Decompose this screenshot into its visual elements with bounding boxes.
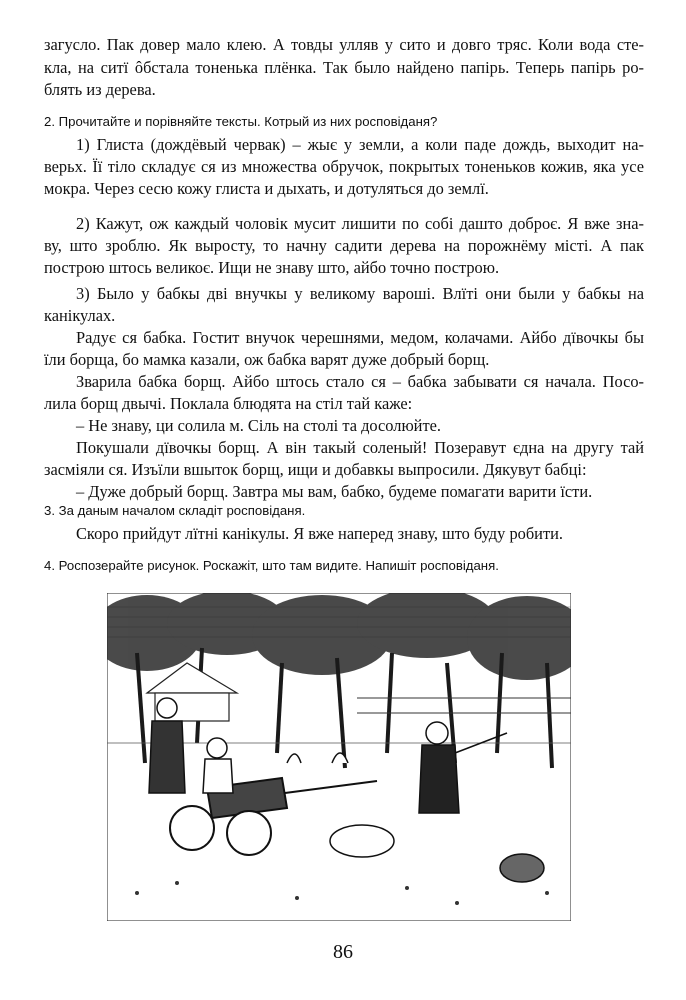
text2-line-2: ву, што зроблю. Як выросту, то начну садити дерева на порожнёму місті. А пак xyxy=(44,236,644,255)
text1-line-3: мокра. Через сесю кожу глиста и дыхать, и дотуляться до землї. xyxy=(44,179,489,198)
text3-line-3: Радує ся бабка. Гостит внучок черешнями, медом, колачами. Айбо дївочкы бы xyxy=(76,328,644,347)
text2-line-1: 2) Кажут, ож каждый чоловік мусит лишити по собі дашто доброє. Я вже зна- xyxy=(76,214,644,233)
intro-line-2: кла, на ситї ôбстала тоненька плёнка. Так было найдено папірь. Теперь папірь ро- xyxy=(44,58,644,77)
text1-line-2: верьх. Її тіло складує ся из множества обручок, покрытых тоненьков кожив, яка усе xyxy=(44,157,644,176)
text3-line-10: – Дуже добрый борщ. Завтра мы вам, бабко, будеме помагати варити їсти. xyxy=(76,482,593,501)
text3-line-9: засміяли ся. Изъїли вшыток борщ, ищи и добавкы выпросили. Дякувут бабці: xyxy=(44,460,587,479)
text3-line-5: Зварила бабка борщ. Айбо штось стало ся – бабка забывати ся начала. Посо- xyxy=(76,372,644,391)
text2-line-3: построю штось великоє. Ищи не знаву што, айбо точно построю. xyxy=(44,258,500,277)
task3-heading: 3. За даным началом складіт росповіданя. xyxy=(44,503,306,518)
text3-line-7: – Не знаву, ци солила м. Сіль на столі та досолюйте. xyxy=(76,416,441,435)
text3-line-1: 3) Было у бабкы дві внучкы у великому вароші. Влїті они были у бабкы на xyxy=(76,284,644,303)
task2-heading: 2. Прочитайте и порівняйте тексты. Котрый из них росповіданя? xyxy=(44,114,438,129)
text3-line-6: лила борщ двычі. Поклала блюдята на стіл тай каже: xyxy=(44,394,413,413)
task3-text: Скоро прийдут лїтні канікулы. Я вже наперед знаву, што буду робити. xyxy=(76,524,563,543)
text1-line-1: 1) Глиста (дождёвый червак) – жыє у земли, а коли паде дождь, выходит на- xyxy=(76,135,644,154)
text3-line-2: канікулах. xyxy=(44,306,116,325)
task4-heading: 4. Роспозерайте рисунок. Роскажіт, што там видите. Напишіт росповіданя. xyxy=(44,558,499,573)
text3-line-4: їли борща, бо мамка казали, ож бабка варят дуже добрый борщ. xyxy=(44,350,490,369)
page-number: 86 xyxy=(333,941,353,963)
intro-line-1: загусло. Пак довер мало клею. А товды улляв у сито и довго тряс. Коли вода сте- xyxy=(44,35,644,54)
intro-line-3: блять из дерева. xyxy=(44,80,156,99)
illustration-children-with-cart xyxy=(107,593,571,921)
text3-line-8: Покушали дївочкы борщ. А він такый соленый! Позеравут єдна на другу тай xyxy=(76,438,644,457)
